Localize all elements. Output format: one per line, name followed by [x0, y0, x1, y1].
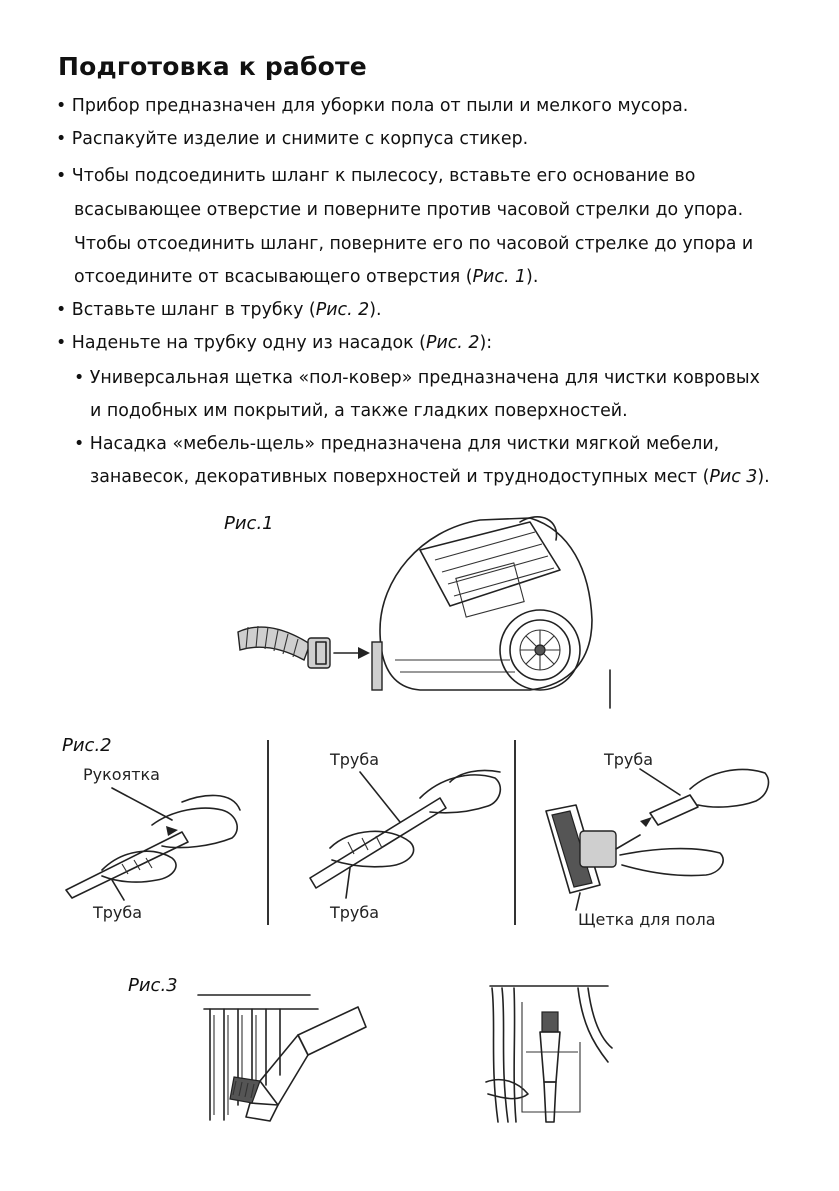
figure-2-panel-1-illustration — [62, 780, 262, 900]
sub-bullet-floor-brush — [74, 362, 760, 395]
bullet-insert-hose — [56, 294, 382, 327]
sub-bullet-crevice-tool-cont — [90, 461, 770, 494]
panel-divider — [267, 740, 269, 925]
line-text: отсоедините от всасывающего отверстия ( — [74, 267, 473, 287]
label-floor-brush: Щетка для пола — [578, 910, 716, 929]
line-text: • Прибор предназначен для уборки пола от пыли и мелкого мусора. — [56, 96, 689, 116]
line-text: • Чтобы подсоединить шланг к пылесосу, вставьте его основание во — [56, 166, 696, 186]
line-text: и подобных им покрытий, а также гладких поверхностей. — [90, 401, 628, 421]
label-tube: Труба — [330, 903, 380, 922]
panel-divider — [514, 740, 516, 925]
bullet-connect-hose — [56, 160, 695, 193]
bullet-connect-hose-cont — [74, 194, 743, 227]
line-text: • Вставьте шланг в трубку ( — [56, 300, 316, 320]
label-tube: Труба — [93, 903, 143, 922]
sub-bullet-floor-brush-cont — [90, 395, 628, 428]
label-handle: Рукоятка — [83, 765, 160, 784]
line-text: Чтобы отсоединить шланг, поверните его по часовой стрелке до упора и — [74, 234, 754, 254]
figure-3-radiator-illustration — [190, 985, 370, 1125]
sub-bullet-crevice-tool — [74, 428, 719, 461]
line-text: ): — [479, 333, 493, 353]
figure-3-curtain-illustration — [482, 982, 617, 1127]
figure-1-caption: Рис.1 — [224, 513, 274, 534]
line-text: ). — [757, 467, 770, 487]
label-tube: Труба — [604, 750, 654, 769]
figure-reference: Рис 3 — [709, 467, 758, 487]
figure-reference: Рис. 2 — [315, 300, 370, 320]
line-text: • Распакуйте изделие и снимите с корпуса стикер. — [56, 129, 529, 149]
bullet-purpose — [56, 90, 688, 123]
figure-2-panel-3-illustration — [540, 765, 775, 910]
bullet-disconnect-hose-cont — [74, 261, 538, 294]
bullet-disconnect-hose — [74, 228, 753, 261]
line-text: всасывающее отверстие и поверните против часовой стрелки до упора. — [74, 200, 744, 220]
page-title: Подготовка к работе — [58, 52, 367, 81]
bullet-attach-nozzle — [56, 327, 492, 360]
line-text: ). — [526, 267, 539, 287]
line-text: • Универсальная щетка «пол-ковер» предназначена для чистки ковровых — [74, 368, 760, 388]
label-tube: Труба — [330, 750, 380, 769]
figure-reference: Рис. 1 — [472, 267, 527, 287]
figure-2-caption: Рис.2 — [62, 735, 112, 756]
figure-3-caption: Рис.3 — [128, 975, 178, 996]
figure-1-vacuum-illustration — [230, 510, 620, 715]
figure-2-panel-2-illustration — [290, 768, 510, 903]
line-text: • Наденьте на трубку одну из насадок ( — [56, 333, 426, 353]
figure-reference: Рис. 2 — [425, 333, 480, 353]
line-text: занавесок, декоративных поверхностей и труднодоступных мест ( — [90, 467, 710, 487]
line-text: • Насадка «мебель-щель» предназначена для чистки мягкой мебели, — [74, 434, 720, 454]
bullet-unpack — [56, 123, 528, 156]
line-text: ). — [369, 300, 382, 320]
